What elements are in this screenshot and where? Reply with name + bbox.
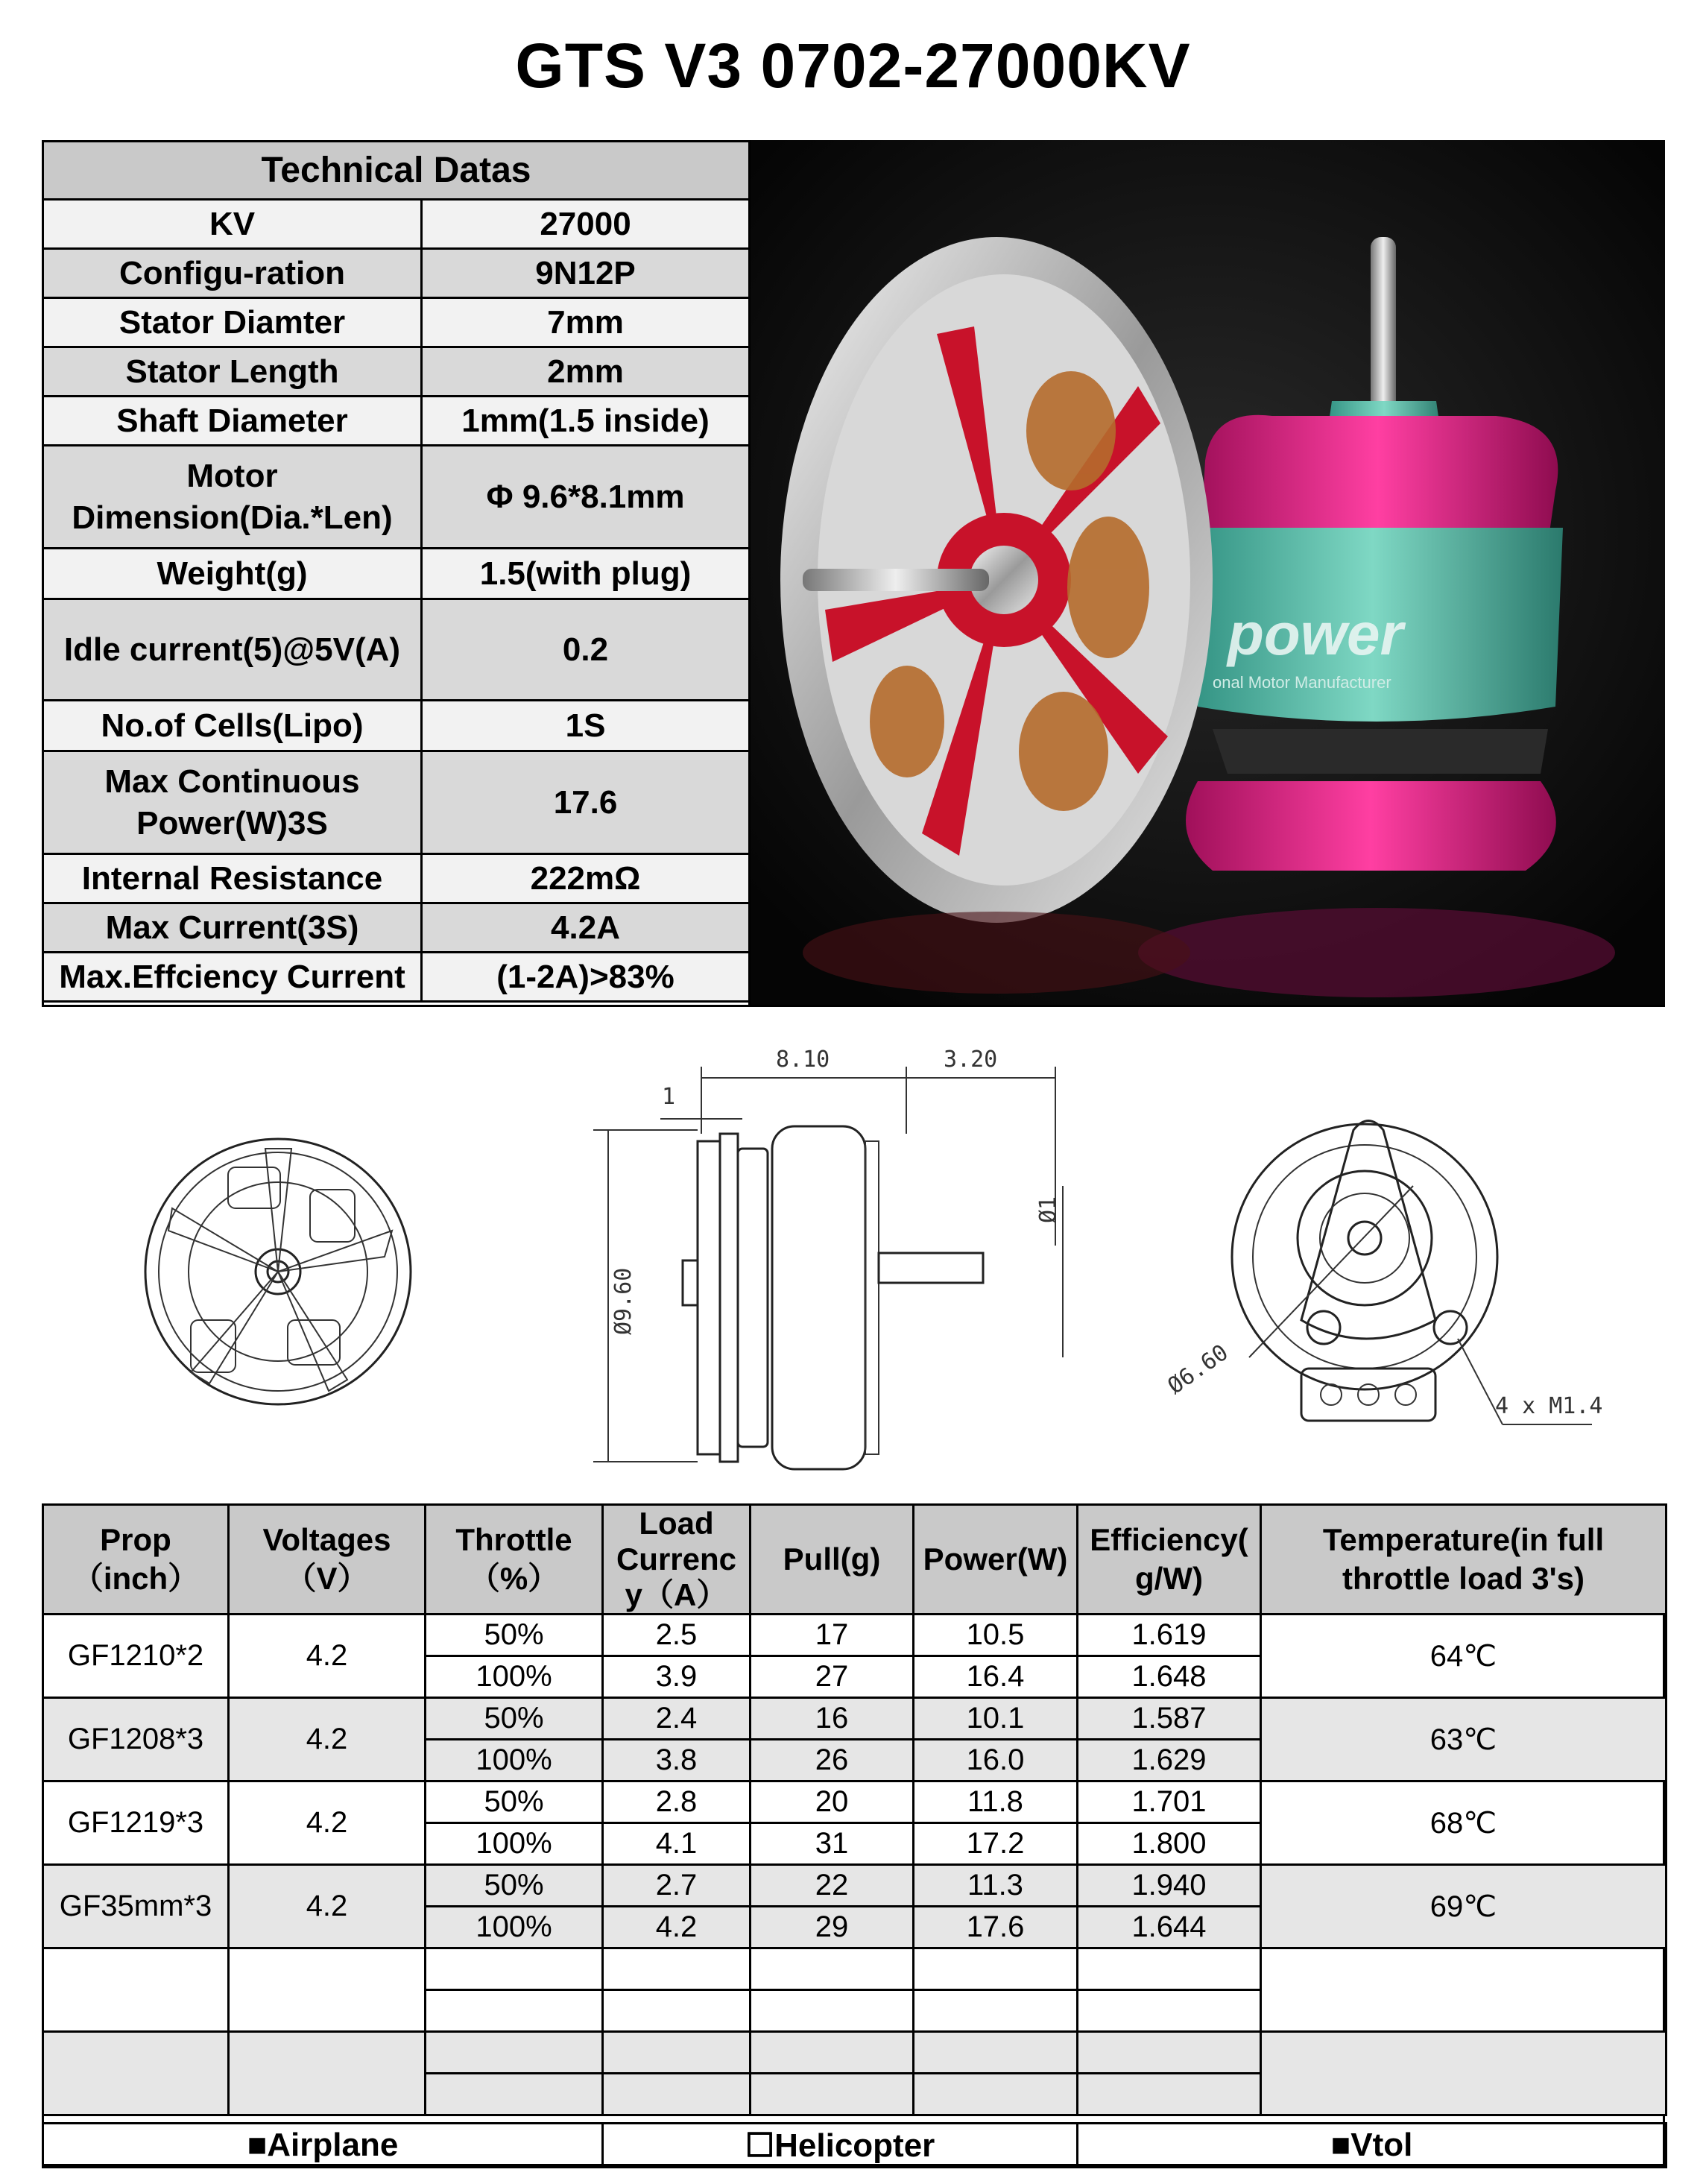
spec-label: Shaft Diameter xyxy=(43,397,422,446)
spec-value: 27000 xyxy=(422,200,750,249)
spec-label: Stator Length xyxy=(43,347,422,397)
pull-cell: 16 xyxy=(751,1698,914,1740)
current-cell: 2.7 xyxy=(603,1865,751,1907)
throttle-cell: 50% xyxy=(426,1698,603,1740)
spec-label: Max Continuous Power(W)3S xyxy=(43,751,422,854)
airplane-option: ■Airplane xyxy=(43,2124,603,2168)
brand-logo: power xyxy=(1228,601,1403,667)
current-cell: 2.4 xyxy=(603,1698,751,1740)
efficiency-cell: 1.629 xyxy=(1078,1740,1261,1781)
empty-cell xyxy=(1078,1990,1261,2032)
motor-render-image xyxy=(751,140,1665,1005)
spec-value: (1-2A)>83% xyxy=(422,953,750,1002)
temperature-cell: 63℃ xyxy=(1261,1698,1666,1781)
current-cell: 4.1 xyxy=(603,1823,751,1865)
spec-label: Motor Dimension(Dia.*Len) xyxy=(43,446,422,549)
empty-cell xyxy=(426,2074,603,2115)
efficiency-cell: 1.800 xyxy=(1078,1823,1261,1865)
empty-cell xyxy=(751,1990,914,2032)
side-view-drawing xyxy=(593,1047,1063,1469)
header-voltage: Voltages （V） xyxy=(229,1505,426,1615)
throttle-cell: 100% xyxy=(426,1656,603,1698)
vtol-option: ■Vtol xyxy=(1078,2124,1666,2168)
spec-label: Weight(g) xyxy=(43,549,422,599)
voltage-cell: 4.2 xyxy=(229,1698,426,1781)
spec-label: No.of Cells(Lipo) xyxy=(43,701,422,751)
empty-cell xyxy=(914,1990,1078,2032)
efficiency-cell: 1.619 xyxy=(1078,1615,1261,1656)
pull-cell: 31 xyxy=(751,1823,914,1865)
voltage-cell: 4.2 xyxy=(229,1865,426,1948)
throttle-cell: 50% xyxy=(426,1865,603,1907)
prop-cell: GF1210*2 xyxy=(43,1615,229,1698)
power-cell: 11.3 xyxy=(914,1865,1078,1907)
empty-cell xyxy=(751,2032,914,2074)
temperature-cell: 68℃ xyxy=(1261,1781,1666,1865)
empty-cell xyxy=(229,1948,426,2032)
spec-label: KV xyxy=(43,200,422,249)
current-cell: 4.2 xyxy=(603,1907,751,1948)
spec-value: 2mm xyxy=(422,347,750,397)
spec-value: 1S xyxy=(422,701,750,751)
empty-cell xyxy=(751,1948,914,1990)
current-cell: 3.9 xyxy=(603,1656,751,1698)
throttle-cell: 100% xyxy=(426,1907,603,1948)
pull-cell: 22 xyxy=(751,1865,914,1907)
header-temperature: Temperature(in full throttle load 3's) xyxy=(1261,1505,1666,1615)
header-current: Load Currenc y（A） xyxy=(603,1505,751,1615)
dim-shaft-label: 3.20 xyxy=(944,1047,998,1073)
temperature-cell: 64℃ xyxy=(1261,1615,1666,1698)
spec-label: Idle current(5)@5V(A) xyxy=(43,599,422,701)
spec-value: 9N12P xyxy=(422,249,750,298)
spec-table xyxy=(42,140,751,1003)
efficiency-cell: 1.940 xyxy=(1078,1865,1261,1907)
dim-diameter-label: Ø9.60 xyxy=(610,1267,636,1335)
empty-cell xyxy=(229,2032,426,2115)
prop-cell: GF35mm*3 xyxy=(43,1865,229,1948)
header-prop: Prop （inch） xyxy=(43,1505,229,1615)
empty-cell xyxy=(1261,2032,1666,2115)
spec-value: 1.5(with plug) xyxy=(422,549,750,599)
spec-value: 7mm xyxy=(422,298,750,347)
empty-cell xyxy=(914,2074,1078,2115)
power-cell: 17.6 xyxy=(914,1907,1078,1948)
spec-label: Internal Resistance xyxy=(43,854,422,903)
spec-value: 17.6 xyxy=(422,751,750,854)
pull-cell: 27 xyxy=(751,1656,914,1698)
empty-cell xyxy=(1261,1948,1666,2032)
empty-cell xyxy=(603,1948,751,1990)
power-cell: 10.1 xyxy=(914,1698,1078,1740)
spec-label: Max Current(3S) xyxy=(43,903,422,953)
power-cell: 10.5 xyxy=(914,1615,1078,1656)
brand-tagline: onal Motor Manufacturer xyxy=(1213,673,1391,692)
product-photo xyxy=(748,140,1665,1005)
efficiency-cell: 1.587 xyxy=(1078,1698,1261,1740)
page-title: GTS V3 0702-27000KV xyxy=(515,31,1191,101)
pull-cell: 26 xyxy=(751,1740,914,1781)
throttle-cell: 50% xyxy=(426,1781,603,1823)
efficiency-cell: 1.648 xyxy=(1078,1656,1261,1698)
helicopter-option: ☐Helicopter xyxy=(603,2124,1078,2168)
spec-value: 222mΩ xyxy=(422,854,750,903)
current-cell: 2.5 xyxy=(603,1615,751,1656)
empty-cell xyxy=(43,2032,229,2115)
throttle-cell: 100% xyxy=(426,1823,603,1865)
test-data-table xyxy=(42,1503,1667,2116)
empty-cell xyxy=(1078,2074,1261,2115)
empty-cell xyxy=(914,1948,1078,1990)
empty-cell xyxy=(43,1948,229,2032)
empty-cell xyxy=(603,1990,751,2032)
prop-cell: GF1208*3 xyxy=(43,1698,229,1781)
spec-label: Configu-ration xyxy=(43,249,422,298)
empty-cell xyxy=(603,2074,751,2115)
throttle-cell: 100% xyxy=(426,1740,603,1781)
voltage-cell: 4.2 xyxy=(229,1615,426,1698)
dim-mount-label: Ø6.60 xyxy=(1163,1339,1233,1400)
empty-cell xyxy=(426,2032,603,2074)
power-cell: 17.2 xyxy=(914,1823,1078,1865)
prop-cell: GF1219*3 xyxy=(43,1781,229,1865)
spec-label: Stator Diamter xyxy=(43,298,422,347)
spec-header: Technical Datas xyxy=(43,142,750,200)
spec-value: 1mm(1.5 inside) xyxy=(422,397,750,446)
dim-one-label: 1 xyxy=(662,1084,676,1110)
throttle-cell: 50% xyxy=(426,1615,603,1656)
application-types xyxy=(42,2122,1667,2168)
dim-shaft-diameter-label: Ø1 xyxy=(1035,1196,1061,1223)
spec-value: Φ 9.6*8.1mm xyxy=(422,446,750,549)
header-efficiency: Efficiency( g/W) xyxy=(1078,1505,1261,1615)
dim-screws-label: 4 x M1.4 xyxy=(1495,1393,1603,1419)
empty-cell xyxy=(1078,2032,1261,2074)
efficiency-cell: 1.701 xyxy=(1078,1781,1261,1823)
power-cell: 16.4 xyxy=(914,1656,1078,1698)
header-power: Power(W) xyxy=(914,1505,1078,1615)
power-cell: 11.8 xyxy=(914,1781,1078,1823)
spec-value: 4.2A xyxy=(422,903,750,953)
current-cell: 2.8 xyxy=(603,1781,751,1823)
front-view-drawing xyxy=(145,1139,411,1404)
spec-value: 0.2 xyxy=(422,599,750,701)
empty-cell xyxy=(1078,1948,1261,1990)
efficiency-cell: 1.644 xyxy=(1078,1907,1261,1948)
empty-cell xyxy=(426,1990,603,2032)
pull-cell: 29 xyxy=(751,1907,914,1948)
power-cell: 16.0 xyxy=(914,1740,1078,1781)
empty-cell xyxy=(603,2032,751,2074)
temperature-cell: 69℃ xyxy=(1261,1865,1666,1948)
current-cell: 3.8 xyxy=(603,1740,751,1781)
dim-length-label: 8.10 xyxy=(776,1047,830,1073)
voltage-cell: 4.2 xyxy=(229,1781,426,1865)
header-pull: Pull(g) xyxy=(751,1505,914,1615)
pull-cell: 20 xyxy=(751,1781,914,1823)
empty-cell xyxy=(426,1948,603,1990)
technical-drawings xyxy=(42,1005,1665,1506)
empty-cell xyxy=(751,2074,914,2115)
pull-cell: 17 xyxy=(751,1615,914,1656)
empty-cell xyxy=(914,2032,1078,2074)
rear-view-drawing xyxy=(1163,1121,1603,1425)
spec-label: Max.Effciency Current xyxy=(43,953,422,1002)
header-throttle: Throttle （%） xyxy=(426,1505,603,1615)
